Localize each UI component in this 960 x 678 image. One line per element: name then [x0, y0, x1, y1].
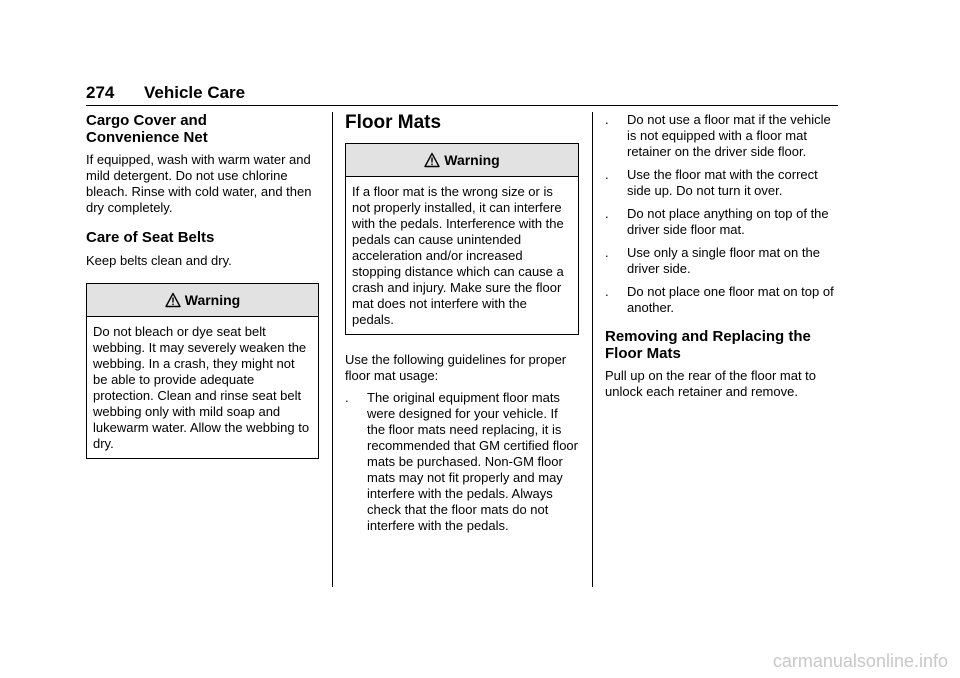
list-item-text: The original equipment floor mats were designed for your vehicle. If the floor mats need replacing, it is recommended that GM certified floor mats be purchased. Non-GM floor mats may not fit properly and may interfere with the pedals. Always check that the floor mats do not interfere with the pedals. — [367, 390, 578, 533]
list-item — [605, 245, 839, 277]
page-header — [86, 83, 838, 106]
warning-header — [346, 144, 578, 177]
floor-mats-heading: Floor Mats — [345, 112, 442, 133]
list-item — [605, 167, 839, 199]
bullet-marker: . — [605, 284, 609, 299]
bullet-marker: . — [605, 206, 609, 221]
removing-heading-line1: Removing and Replacing the — [605, 328, 811, 345]
column-divider — [332, 112, 333, 587]
cargo-net-text: If equipped, wash with warm water and mild detergent. Do not use chlorine bleach. Rinse with cold water, and then dry completely. — [86, 152, 312, 215]
seat-belts-heading: Care of Seat Belts — [86, 229, 215, 246]
section-title: Vehicle Care — [144, 83, 246, 102]
cargo-net-heading-line2: Convenience Net — [86, 129, 208, 146]
warning-label: Warning — [184, 292, 241, 308]
warning-triangle-icon — [424, 152, 440, 168]
list-item-text: Do not place anything on top of the driver side floor mat. — [627, 206, 829, 237]
floor-mat-warning-box — [345, 143, 579, 335]
column-2 — [345, 112, 579, 534]
cargo-net-heading-line1: Cargo Cover and — [86, 112, 207, 129]
warning-text: Do not bleach or dye seat belt webbing. It may severely weaken the webbing. In a crash, they might not be able to provide adequate protection. Clean and rinse seat belt webbing only with mild soap and lukewarm water. Allow the webbing to dry. — [93, 324, 310, 451]
list-item — [345, 390, 579, 534]
bullet-marker: . — [605, 112, 609, 127]
removing-floor-mats-text: Pull up on the rear of the floor mat to unlock each retainer and remove. — [605, 368, 817, 399]
bullet-marker: . — [605, 245, 609, 260]
list-item-text: Do not use a floor mat if the vehicle is not equipped with a floor mat retainer on the driver side floor. — [627, 112, 831, 159]
warning-header — [87, 284, 318, 317]
bullet-marker: . — [605, 167, 609, 182]
list-item — [605, 284, 839, 316]
removing-floor-mats-heading — [605, 328, 839, 362]
list-item — [605, 112, 839, 160]
seat-belt-warning-box — [86, 283, 319, 459]
floor-mat-guidelines-list — [345, 390, 579, 534]
warning-triangle-icon — [165, 292, 181, 308]
seat-belts-text: Keep belts clean and dry. — [86, 253, 232, 268]
watermark: carmanualsonline.info — [772, 651, 948, 671]
cargo-net-heading — [86, 112, 320, 146]
column-3 — [605, 112, 839, 400]
warning-text: If a floor mat is the wrong size or is not properly installed, it can interfere with the pedals. Interference with the pedals can cause unintended acceleration and/or increased stopping distance which can cause a crash and injury. Make sure the floor mat does not interfere with the pedals. — [352, 184, 564, 327]
column-1 — [86, 112, 320, 459]
list-item-text: Use only a single floor mat on the driver side. — [627, 245, 820, 276]
bullet-marker: . — [345, 390, 349, 405]
column-divider — [592, 112, 593, 587]
removing-heading-line2: Floor Mats — [605, 345, 681, 362]
list-item — [605, 206, 839, 238]
list-item-text: Do not place one floor mat on top of another. — [627, 284, 834, 315]
floor-mat-guidelines-intro: Use the following guidelines for proper floor mat usage: — [345, 352, 567, 383]
warning-label: Warning — [444, 152, 500, 168]
list-item-text: Use the floor mat with the correct side up. Do not turn it over. — [627, 167, 818, 198]
page-number: 274 — [86, 83, 115, 102]
floor-mat-rules-list — [605, 112, 839, 316]
